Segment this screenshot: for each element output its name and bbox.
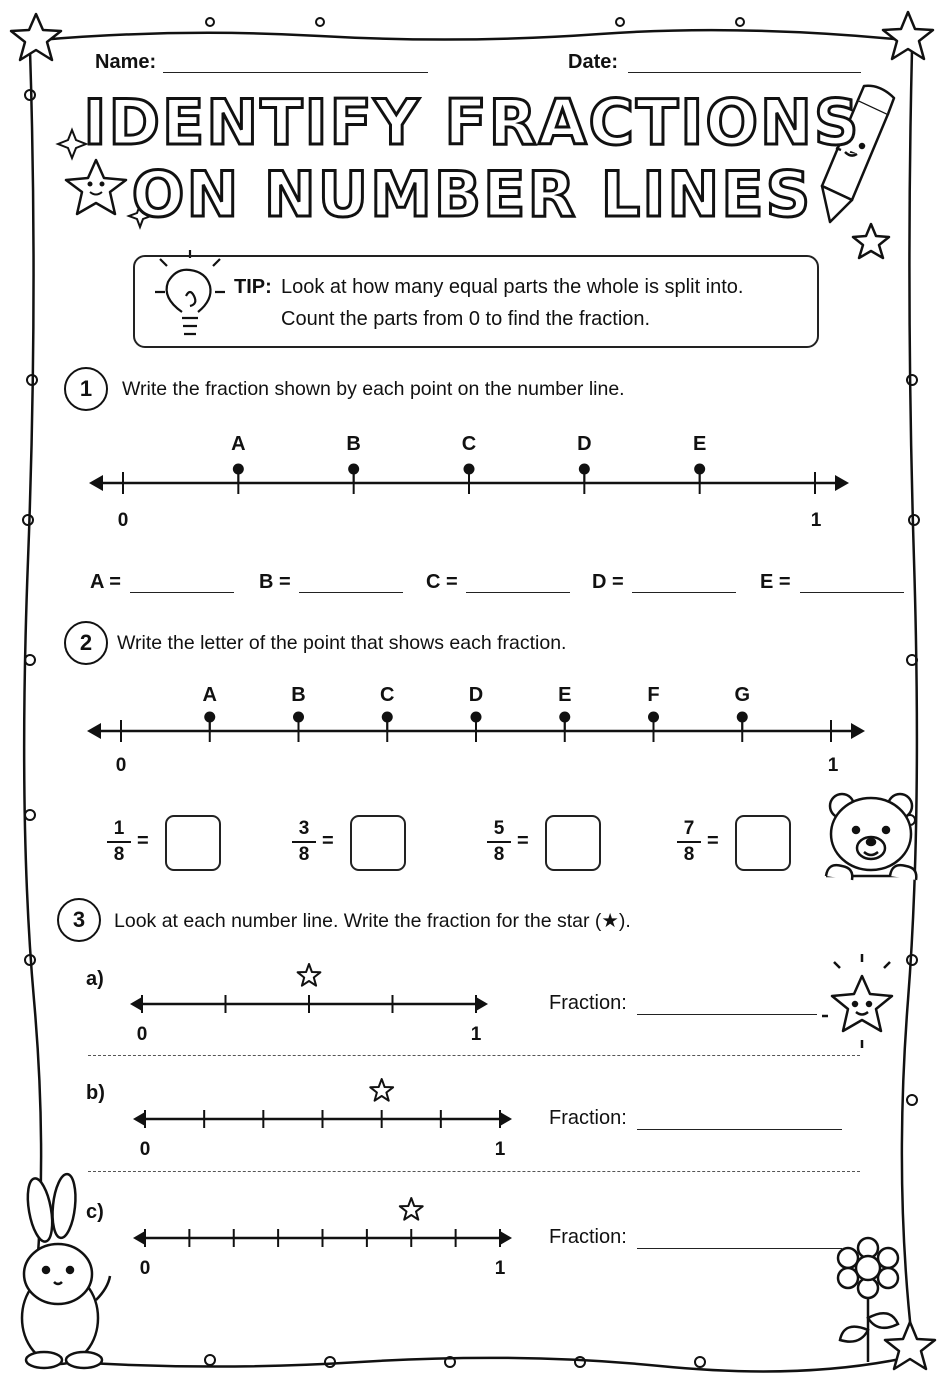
question-3-instruction: Look at each number line. Write the fraction for the star (★). <box>114 910 631 932</box>
q1-answer-label: B = <box>259 571 291 593</box>
q1-point-label: C <box>461 433 477 455</box>
fraction-numerator: 1 <box>113 818 125 839</box>
q1-line-left-arrow <box>89 475 103 491</box>
page-title-line1: IDENTIFY FRACTIONS <box>83 86 861 159</box>
q2-fraction <box>292 818 316 866</box>
fraction-denominator: 8 <box>493 844 505 865</box>
q3-end-label: 1 <box>470 1024 482 1045</box>
equals-sign: = <box>707 830 719 852</box>
q1-point-label: A <box>231 433 246 455</box>
q1-answer-field[interactable] <box>299 592 403 593</box>
q3-part-label: a) <box>86 968 104 990</box>
q1-point-label: B <box>346 433 361 455</box>
q2-line-left-arrow <box>87 723 101 739</box>
q2-point-label: B <box>291 684 306 706</box>
q3-start-label: 0 <box>139 1258 151 1279</box>
q3-line-left-arrow <box>130 997 142 1011</box>
q2-fraction <box>677 818 701 866</box>
q3-fraction-field[interactable] <box>637 1129 842 1130</box>
name-label: Name: <box>95 51 157 73</box>
question-1-instruction: Write the fraction shown by each point on the number line. <box>122 378 625 400</box>
q2-fraction <box>107 818 131 866</box>
q3-fraction-field[interactable] <box>637 1248 842 1249</box>
q1-answer-field[interactable] <box>800 592 904 593</box>
q2-point-label: C <box>380 684 395 706</box>
star-marker-icon <box>370 1079 393 1101</box>
q2-point-label: G <box>734 684 751 706</box>
fraction-denominator: 8 <box>683 844 695 865</box>
equals-sign: = <box>137 830 149 852</box>
q2-fraction <box>487 818 511 866</box>
divider-b-c <box>88 1171 860 1172</box>
q1-answer-label: E = <box>760 571 791 593</box>
q2-start-label: 0 <box>115 755 127 776</box>
fraction-numerator: 5 <box>493 818 505 839</box>
q3-line-left-arrow <box>133 1231 145 1245</box>
q3-fraction-label: Fraction: <box>549 992 627 1014</box>
q2-answer-box[interactable] <box>165 815 221 871</box>
q2-point-label: A <box>202 684 217 706</box>
fraction-bar <box>677 841 701 843</box>
q2-point-label: F <box>647 684 660 706</box>
q1-answer-label: A = <box>90 571 121 593</box>
q2-point-label: D <box>468 684 484 706</box>
q3-line-right-arrow <box>500 1112 512 1126</box>
q3-line-right-arrow <box>476 997 488 1011</box>
q1-answer-label: C = <box>426 571 458 593</box>
q1-point-label: E <box>692 433 707 455</box>
q3-start-label: 0 <box>139 1139 151 1160</box>
q2-answer-box[interactable] <box>545 815 601 871</box>
q2-line-right-arrow <box>851 723 865 739</box>
fraction-denominator: 8 <box>113 844 125 865</box>
q2-answer-box[interactable] <box>735 815 791 871</box>
q1-line-right-arrow <box>835 475 849 491</box>
fraction-numerator: 3 <box>298 818 310 839</box>
page-title-line2: ON NUMBER LINES <box>131 158 813 231</box>
question-3-number: 3 <box>57 898 101 942</box>
date-label: Date: <box>568 51 619 73</box>
q3-line-right-arrow <box>500 1231 512 1245</box>
q3-end-label: 1 <box>494 1139 506 1160</box>
q3-fraction-label: Fraction: <box>549 1107 627 1129</box>
star-marker-icon <box>400 1198 423 1220</box>
fraction-bar <box>292 841 316 843</box>
fraction-numerator: 7 <box>683 818 695 839</box>
fraction-bar <box>107 841 131 843</box>
q3-fraction-field[interactable] <box>637 1014 817 1015</box>
question-2-number: 2 <box>64 621 108 665</box>
q3-line-left-arrow <box>133 1112 145 1126</box>
q3-end-label: 1 <box>494 1258 506 1279</box>
star-marker-icon <box>298 964 321 986</box>
q1-answer-label: D = <box>592 571 624 593</box>
q3-fraction-label: Fraction: <box>549 1226 627 1248</box>
q2-point-label: E <box>558 684 572 706</box>
q3-part-label: b) <box>86 1082 105 1104</box>
q1-start-label: 0 <box>117 510 129 531</box>
fraction-bar <box>487 841 511 843</box>
q1-answer-field[interactable] <box>130 592 234 593</box>
q2-end-label: 1 <box>827 755 839 776</box>
q1-end-label: 1 <box>810 510 822 531</box>
fraction-denominator: 8 <box>298 844 310 865</box>
q1-point-label: D <box>577 433 592 455</box>
question-2-instruction: Write the letter of the point that shows each fraction. <box>117 632 567 654</box>
equals-sign: = <box>322 830 334 852</box>
equals-sign: = <box>517 830 529 852</box>
q3-start-label: 0 <box>136 1024 148 1045</box>
tip-line-1: Look at how many equal parts the whole is split into. <box>281 276 744 298</box>
tip-label: TIP: <box>234 276 272 298</box>
question-1-number: 1 <box>64 367 108 411</box>
q1-answer-field[interactable] <box>466 592 570 593</box>
divider-a-b <box>88 1055 860 1056</box>
q1-answer-field[interactable] <box>632 592 736 593</box>
tip-line-2: Count the parts from 0 to find the fraction. <box>281 308 651 330</box>
q2-answer-box[interactable] <box>350 815 406 871</box>
q3-part-label: c) <box>86 1201 104 1223</box>
